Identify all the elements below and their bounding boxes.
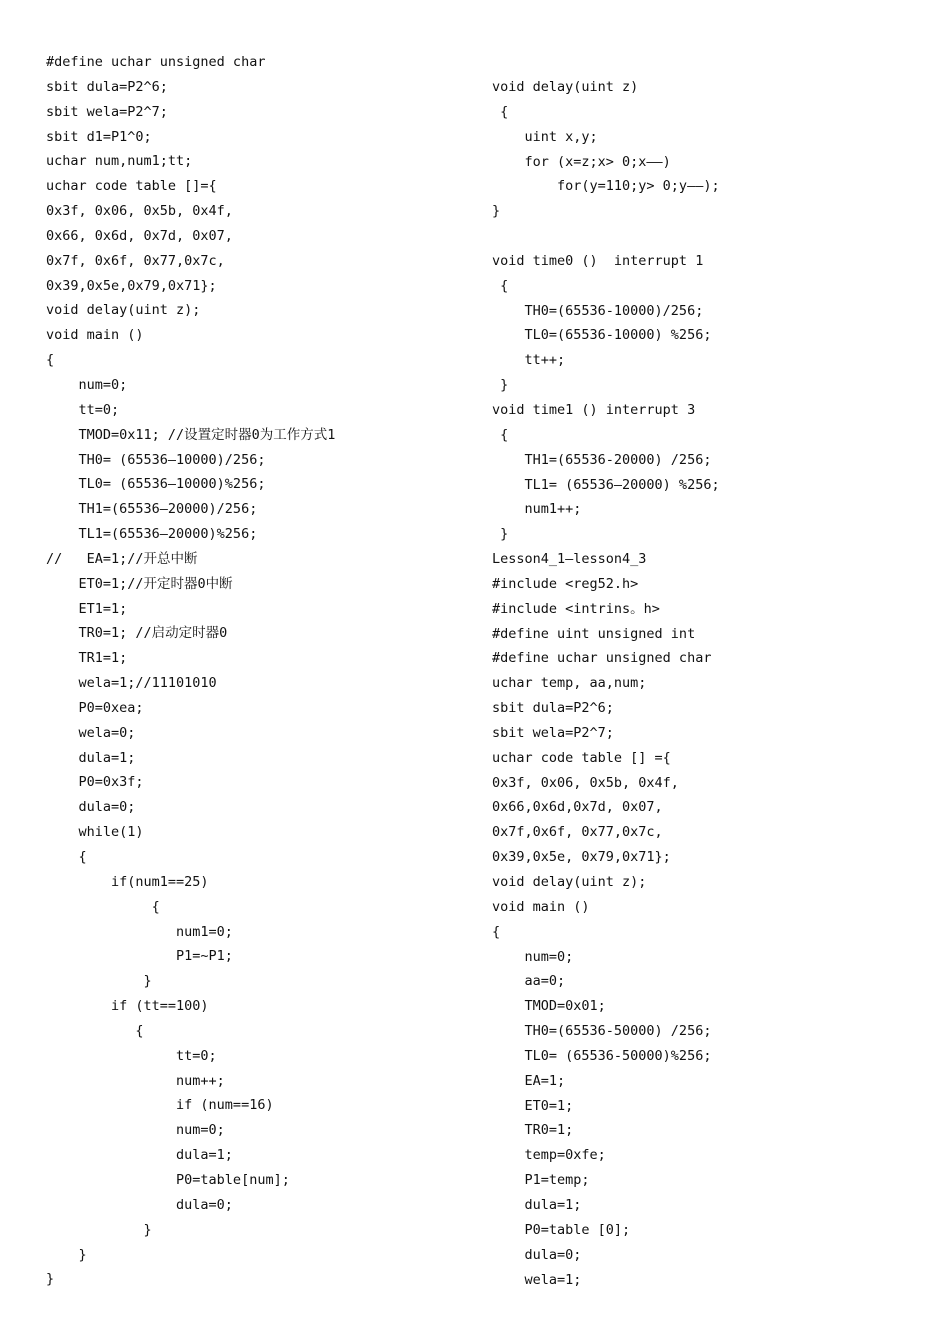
code-line: #include <intrins。h> xyxy=(492,600,660,617)
code-line: TH0=(65536-50000) /256; xyxy=(492,1023,712,1040)
code-line: { xyxy=(46,1022,144,1039)
code-line: P0=0x3f; xyxy=(46,774,144,791)
code-line: uchar temp, aa,num; xyxy=(492,675,647,692)
code-line: void delay(uint z); xyxy=(492,874,647,890)
code-line: } xyxy=(46,973,152,990)
code-line: TH0= (65536—10000)/256; xyxy=(46,451,266,468)
code-line: P0=0xea; xyxy=(46,699,144,716)
code-line: TMOD=0x11; //设置定时器0为工作方式1 xyxy=(46,426,336,443)
code-line: ET0=1;//开定时器0中断 xyxy=(46,575,233,592)
code-line: dula=1; xyxy=(46,749,136,766)
code-line: dula=0; xyxy=(46,799,136,816)
code-line: 0x3f, 0x06, 0x5b, 0x4f, xyxy=(46,203,233,220)
code-line xyxy=(492,224,932,249)
code-line: 0x7f, 0x6f, 0x77,0x7c, xyxy=(46,252,225,269)
code-line: P0=table[num]; xyxy=(46,1171,290,1188)
code-line: { xyxy=(46,352,55,369)
right-code-column xyxy=(492,75,932,1292)
code-line: uchar code table []={ xyxy=(46,178,217,195)
code-line: tt=0; xyxy=(46,1047,217,1064)
code-line: ET1=1; xyxy=(46,600,128,617)
code-line: num=0; xyxy=(46,376,128,393)
code-line: TL0=(65536-10000) %256; xyxy=(492,327,712,344)
code-line: { xyxy=(46,898,160,915)
code-line: void delay(uint z) xyxy=(492,79,639,95)
code-line: sbit dula=P2^6; xyxy=(46,78,168,95)
code-line: #include <reg52.h> xyxy=(492,575,639,592)
code-line: TH0=(65536-10000)/256; xyxy=(492,302,704,319)
code-line: void delay(uint z); xyxy=(46,302,201,319)
code-line: while(1) xyxy=(46,824,144,841)
code-line: TMOD=0x01; xyxy=(492,998,606,1015)
code-line: 0x39,0x5e,0x79,0x71}; xyxy=(46,277,217,294)
code-line: void main () xyxy=(492,898,590,915)
code-line: 0x66,0x6d,0x7d, 0x07, xyxy=(492,799,663,816)
code-line: dula=0; xyxy=(46,1196,233,1213)
code-line: TL0= (65536-50000)%256; xyxy=(492,1047,712,1064)
code-line: #define uint unsigned int xyxy=(492,625,696,642)
code-line: void time1 () interrupt 3 xyxy=(492,401,696,418)
code-line: num1++; xyxy=(492,501,582,518)
code-line: void time0 () interrupt 1 xyxy=(492,252,704,269)
code-line: #define uchar unsigned char xyxy=(492,650,712,667)
code-line: } xyxy=(46,1221,152,1238)
code-line: { xyxy=(492,103,509,120)
code-line: temp=0xfe; xyxy=(492,1147,606,1164)
code-line: } xyxy=(492,377,509,394)
code-line: dula=1; xyxy=(46,1147,233,1164)
code-line: if (num==16) xyxy=(46,1097,274,1114)
code-line: tt=0; xyxy=(46,401,120,418)
code-line: Lesson4_1—lesson4_3 xyxy=(492,551,647,568)
code-line: sbit wela=P2^7; xyxy=(46,103,168,120)
code-line: num1=0; xyxy=(46,923,233,940)
code-line: // EA=1;//开总中断 xyxy=(46,550,198,567)
code-line: TL1=(65536—20000)%256; xyxy=(46,526,258,543)
code-line: aa=0; xyxy=(492,973,566,990)
code-line: TR0=1; //启动定时器0 xyxy=(46,625,228,642)
code-line: { xyxy=(492,277,509,294)
left-code-column xyxy=(46,50,466,1292)
code-line: sbit d1=P1^0; xyxy=(46,128,152,145)
code-line: uint x,y; xyxy=(492,128,598,145)
code-line: num++; xyxy=(46,1072,225,1089)
code-line: uchar code table [] ={ xyxy=(492,749,671,766)
code-line: wela=1;//11101010 xyxy=(46,675,217,692)
code-line: TR1=1; xyxy=(46,650,128,667)
code-line: num=0; xyxy=(492,948,574,965)
code-line: dula=0; xyxy=(492,1246,582,1263)
code-line: TL0= (65536—10000)%256; xyxy=(46,476,266,493)
code-line: sbit wela=P2^7; xyxy=(492,724,614,741)
code-line: P0=table [0]; xyxy=(492,1221,631,1238)
code-line: } xyxy=(46,1271,55,1288)
code-line: wela=1; xyxy=(492,1271,582,1288)
code-line: uchar num,num1;tt; xyxy=(46,153,193,170)
code-line: 0x3f, 0x06, 0x5b, 0x4f, xyxy=(492,774,679,791)
code-line: num=0; xyxy=(46,1122,225,1139)
code-line: { xyxy=(492,426,509,443)
code-line: } xyxy=(492,203,501,220)
code-line: ET0=1; xyxy=(492,1097,574,1114)
code-line: tt++; xyxy=(492,352,566,369)
code-line: P1=~P1; xyxy=(46,948,233,965)
code-line: dula=1; xyxy=(492,1196,582,1213)
code-line: TH1=(65536-20000) /256; xyxy=(492,451,712,468)
code-line: { xyxy=(492,923,501,940)
code-line: #define uchar unsigned char xyxy=(46,54,266,70)
code-line: TH1=(65536—20000)/256; xyxy=(46,501,258,518)
code-line: TL1= (65536—20000) %256; xyxy=(492,476,720,493)
code-line: wela=0; xyxy=(46,724,136,741)
code-line: for(y=110;y> 0;y——); xyxy=(492,178,720,195)
code-line: if(num1==25) xyxy=(46,873,209,890)
code-line: } xyxy=(492,526,509,543)
code-line: } xyxy=(46,1246,87,1263)
code-line: sbit dula=P2^6; xyxy=(492,700,614,717)
code-line: for (x=z;x> 0;x——) xyxy=(492,153,671,170)
code-line: 0x39,0x5e, 0x79,0x71}; xyxy=(492,849,671,866)
code-line: 0x66, 0x6d, 0x7d, 0x07, xyxy=(46,227,233,244)
code-line: P1=temp; xyxy=(492,1172,590,1189)
code-line: EA=1; xyxy=(492,1072,566,1089)
code-line: { xyxy=(46,849,87,865)
code-line: if (tt==100) xyxy=(46,998,209,1015)
code-line: 0x7f,0x6f, 0x77,0x7c, xyxy=(492,824,663,841)
code-line: void main () xyxy=(46,327,144,344)
code-line: TR0=1; xyxy=(492,1122,574,1139)
